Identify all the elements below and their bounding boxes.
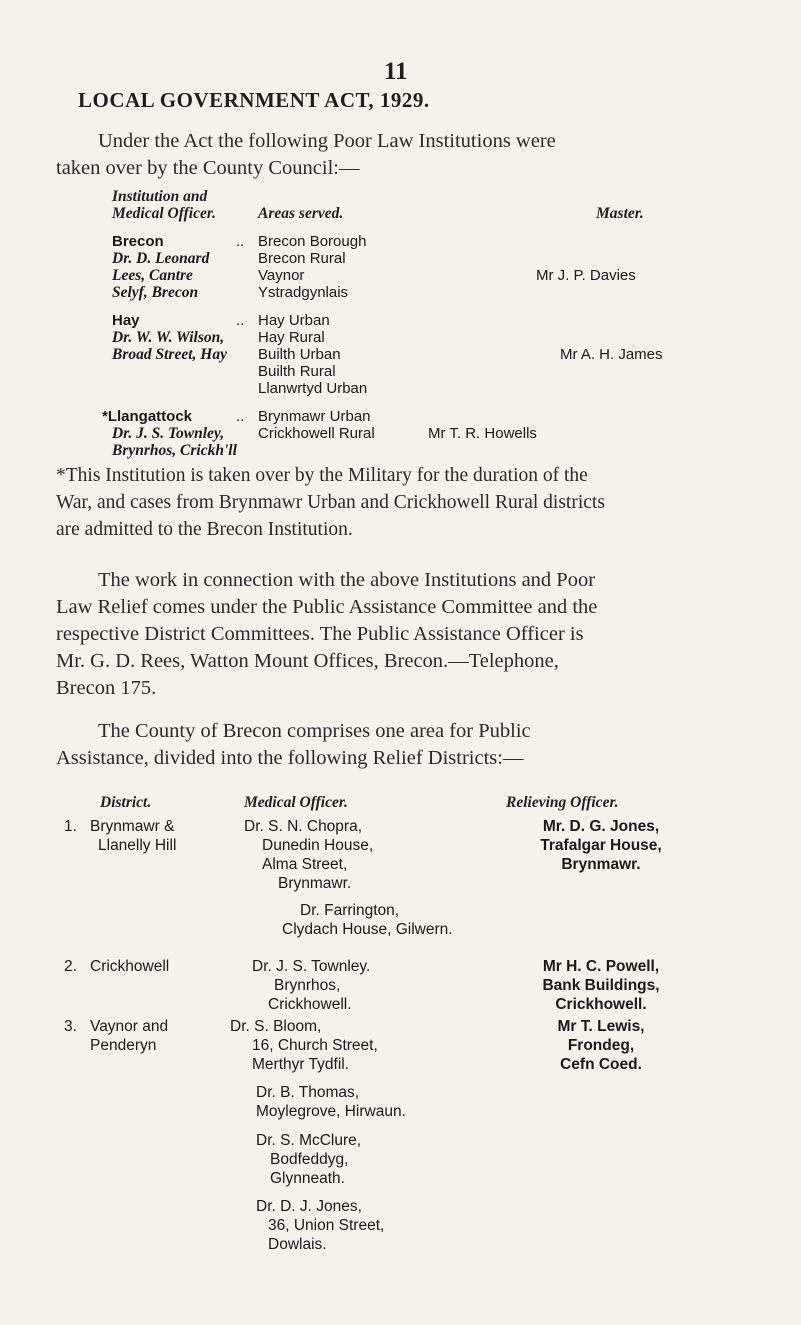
county-line-2: Assistance, divided into the following Relief Districts:— — [56, 747, 524, 769]
institution-row — [112, 312, 227, 363]
intro-line-2: taken over by the County Council:— — [56, 157, 360, 179]
district-line: Vaynor and — [90, 1018, 169, 1035]
footnote-line-1: *This Institution is taken over by the Military for the duration of the — [56, 465, 588, 486]
area-item: Crickhowell Rural — [258, 425, 375, 442]
county-line-1: The County of Brecon comprises one area for Public — [98, 720, 531, 742]
district-name — [90, 1017, 168, 1055]
district-line: Crickhowell — [90, 958, 170, 975]
district-number: 3. — [64, 1018, 77, 1035]
institution-name: *Llangattock — [102, 408, 193, 425]
work-line-3: respective District Committees. The Public Assistance Officer is — [56, 623, 584, 645]
relieving-officer-entry — [506, 817, 696, 874]
relieving-line: Trafalgar House, — [540, 837, 662, 854]
district-name — [90, 817, 176, 855]
master-name: Mr A. H. James — [560, 346, 663, 363]
medical-officer-entry — [244, 817, 373, 893]
relieving-line: Mr. D. G. Jones, — [542, 818, 660, 835]
institution-row — [112, 233, 209, 301]
relieving-line: Bank Buildings, — [542, 977, 660, 994]
header-relieving-officer: Relieving Officer. — [506, 794, 619, 811]
officer-line: Dowlais. — [268, 1236, 327, 1253]
officer-line: Selyf, Brecon — [112, 284, 199, 301]
relieving-officer-entry — [506, 957, 696, 1014]
footnote-paragraph — [56, 462, 746, 543]
officer-line: 16, Church Street, — [252, 1037, 378, 1054]
officer-line: Moylegrove, Hirwaun. — [256, 1103, 406, 1120]
officer-line: Dr. S. Bloom, — [230, 1018, 322, 1035]
relieving-line: Mr T. Lewis, — [557, 1018, 645, 1035]
officer-line: Dr. D. J. Jones, — [256, 1198, 362, 1215]
officer-line: Crickhowell. — [268, 996, 352, 1013]
medical-officer-entry — [252, 957, 370, 1014]
footnote-line-2: War, and cases from Brynmawr Urban and Crickhowell Rural districts — [56, 492, 605, 513]
areas-served — [258, 233, 366, 301]
footnote-line-3: are admitted to the Brecon Institution. — [56, 519, 353, 540]
relieving-line: Cefn Coed. — [560, 1056, 642, 1073]
work-paragraph — [56, 567, 746, 702]
area-item: Hay Urban — [258, 312, 330, 329]
header-institution-line-2: Medical Officer. — [112, 205, 216, 222]
officer-line: Clydach House, Gilwern. — [282, 921, 453, 938]
officer-line: Dr. W. W. Wilson, — [112, 329, 225, 346]
intro-line-1: Under the Act the following Poor Law Institutions were — [98, 130, 556, 152]
officer-line: Dr. B. Thomas, — [256, 1084, 360, 1101]
section-heading: LOCAL GOVERNMENT ACT, 1929. — [78, 88, 430, 112]
institution-row — [102, 408, 237, 459]
institution-name: Hay — [112, 312, 140, 329]
area-item: Brecon Rural — [258, 250, 346, 267]
medical-officer-entry — [256, 1197, 384, 1254]
relieving-officer-entry — [506, 1017, 696, 1074]
officer-line: Dr. J. S. Townley, — [112, 425, 225, 442]
relieving-line: Frondeg, — [567, 1037, 635, 1054]
district-number: 1. — [64, 818, 77, 835]
officer-line: Brynrhos, — [274, 977, 341, 994]
institution-name: Brecon — [112, 233, 164, 250]
intro-paragraph — [56, 128, 746, 182]
officer-line: Lees, Cantre — [112, 267, 193, 284]
district-name — [90, 957, 169, 976]
officer-line: Dr. S. McClure, — [256, 1132, 362, 1149]
district-line: Brynmawr & — [90, 818, 175, 835]
master-name: Mr T. R. Howells — [428, 425, 537, 442]
officer-line: Broad Street, Hay — [112, 346, 227, 363]
officer-line: Brynrhos, Crickh'll — [112, 442, 237, 459]
relieving-line: Brynmawr. — [561, 856, 641, 873]
medical-officer-entry — [256, 1131, 361, 1188]
officer-line: Dr. J. S. Townley. — [252, 958, 371, 975]
header-master: Master. — [596, 205, 644, 222]
page-number: 11 — [384, 58, 408, 85]
district-number: 2. — [64, 958, 77, 975]
area-item: Llanwrtyd Urban — [258, 380, 368, 397]
header-district: District. — [100, 794, 152, 811]
work-line-2: Law Relief comes under the Public Assistance Committee and the — [56, 596, 598, 618]
relieving-line: Mr H. C. Powell, — [542, 958, 660, 975]
medical-officer-entry — [282, 901, 453, 939]
header-institution-line-1: Institution and — [112, 188, 208, 205]
district-line: Penderyn — [90, 1037, 157, 1054]
officer-line: Alma Street, — [262, 856, 348, 873]
officer-line: Dr. Farrington, — [300, 902, 400, 919]
officer-line: Dr. S. N. Chopra, — [244, 818, 363, 835]
master-name: Mr J. P. Davies — [536, 267, 636, 284]
officer-line: Dr. D. Leonard — [112, 250, 210, 267]
work-line-4: Mr. G. D. Rees, Watton Mount Offices, Brecon.—Telephone, — [56, 650, 559, 672]
medical-officer-entry — [230, 1017, 378, 1074]
area-item: Hay Rural — [258, 329, 325, 346]
work-line-1: The work in connection with the above Institutions and Poor — [98, 569, 596, 591]
officer-line: Glynneath. — [270, 1170, 345, 1187]
area-item: Brecon Borough — [258, 233, 367, 250]
officer-line: 36, Union Street, — [268, 1217, 385, 1234]
medical-officer-entry — [256, 1083, 406, 1121]
areas-served — [258, 312, 367, 397]
row-dots: .. — [236, 312, 245, 329]
area-item: Ystradgynlais — [258, 284, 349, 301]
row-dots: .. — [236, 233, 245, 250]
officer-line: Dunedin House, — [262, 837, 374, 854]
officer-line: Brynmawr. — [278, 875, 352, 892]
area-item: Brynmawr Urban — [258, 408, 371, 425]
areas-served — [258, 408, 375, 442]
header-areas: Areas served. — [258, 205, 344, 222]
header-medical-officer: Medical Officer. — [244, 794, 348, 811]
officer-line: Merthyr Tydfil. — [252, 1056, 350, 1073]
officer-line: Bodfeddyg, — [270, 1151, 349, 1168]
work-line-5: Brecon 175. — [56, 677, 157, 699]
area-item: Builth Rural — [258, 363, 336, 380]
relieving-line: Crickhowell. — [555, 996, 647, 1013]
district-line: Llanelly Hill — [98, 837, 177, 854]
county-paragraph — [56, 718, 746, 772]
area-item: Vaynor — [258, 267, 305, 284]
area-item: Builth Urban — [258, 346, 341, 363]
row-dots: .. — [236, 408, 245, 425]
